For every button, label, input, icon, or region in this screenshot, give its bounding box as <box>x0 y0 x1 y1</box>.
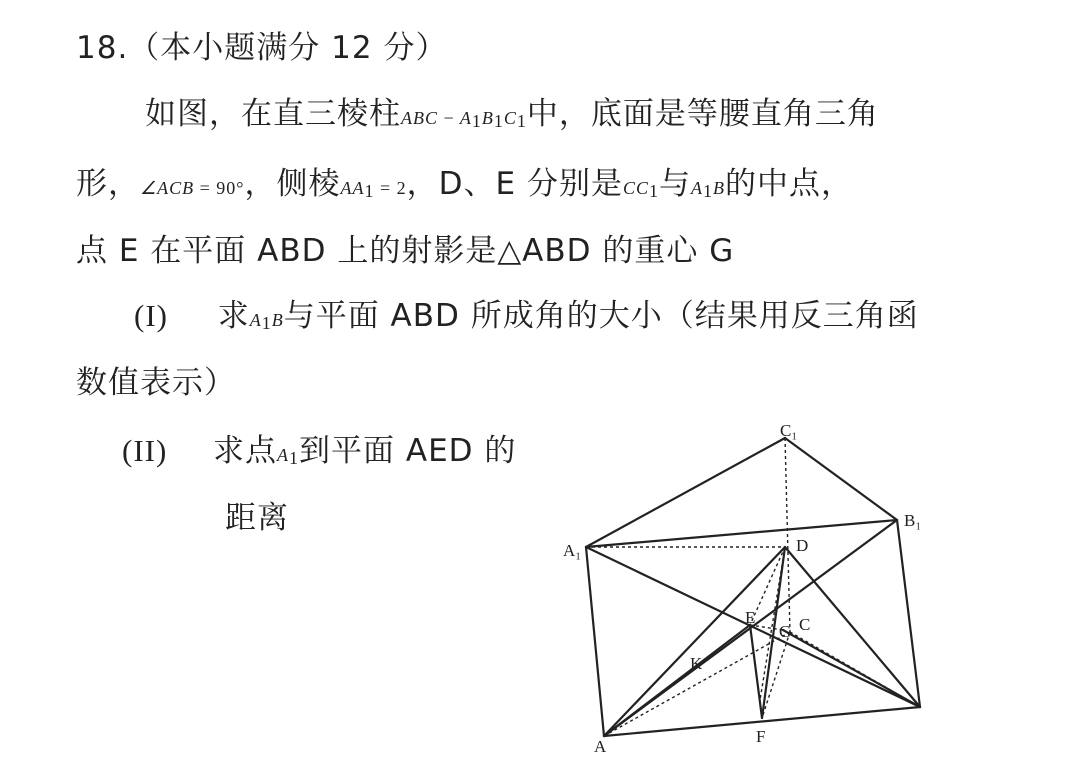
intro-text-7: 的中点， <box>724 166 853 202</box>
intro-text-2: 中，底面是等腰直角三角 <box>526 96 879 132</box>
edge-a1-c1 <box>586 438 785 547</box>
part-2-text-c: 距离 <box>225 500 289 536</box>
prism-edges <box>586 438 920 736</box>
segment-cc1: $CC_1$ <box>622 178 659 201</box>
part-2-label: (II) <box>122 433 168 468</box>
edge-expression: $AA_1 = 2$ <box>340 178 407 201</box>
label-d: D <box>796 536 809 555</box>
part-2-text-a: 求点 <box>213 433 278 469</box>
segment-a1b: $A_1B$ <box>690 178 725 201</box>
intro-text-6: 与 <box>658 166 691 202</box>
intro-text-1: 如图，在直三棱柱 <box>145 96 401 132</box>
edge-c1-b1 <box>785 438 897 520</box>
part-1-text-b: 与平面 ABD 所成角的大小（结果用反三角函 <box>283 298 919 334</box>
problem-number-and-score: 18.（本小题满分 12 分） <box>76 30 448 66</box>
angle-expression: ∠ACB = 90° <box>140 178 245 198</box>
part-2-text-b: 到平面 AED 的 <box>299 433 517 469</box>
point-labels <box>563 421 921 756</box>
edge-a1-b1 <box>586 520 897 547</box>
segment-e-f <box>750 625 762 718</box>
part-2-point: $A_1$ <box>277 445 300 468</box>
part-1-text-c: 数值表示） <box>76 365 236 401</box>
label-k: K <box>690 654 703 673</box>
edge-b1-b <box>897 520 920 707</box>
intro-text-8: 点 E 在平面 ABD 上的射影是△ABD 的重心 G <box>76 233 735 269</box>
prism-name: ABC − $A_1B_1C_1$ <box>401 108 527 131</box>
label-a1: A₁ <box>563 541 582 560</box>
part-1-segment: $A_1B$ <box>249 310 284 333</box>
intro-text-5: ，D、E 分别是 <box>406 166 623 202</box>
edge-a1-a <box>586 547 604 736</box>
label-c: C <box>799 615 811 634</box>
label-g: G <box>779 622 792 641</box>
label-a: A <box>594 737 607 756</box>
label-c1: C₁ <box>780 421 798 440</box>
hidden-edges <box>586 438 920 736</box>
part-1-text-a: 求 <box>217 298 250 334</box>
segment-a-e <box>604 625 750 736</box>
segment-a-d <box>604 547 785 736</box>
intro-text-4: ，侧棱 <box>244 166 341 202</box>
part-1-label: (I) <box>134 298 168 333</box>
intro-text-3: 形， <box>76 166 140 202</box>
label-e: E <box>745 608 756 627</box>
label-f: F <box>756 727 766 746</box>
label-b1: B₁ <box>904 511 922 530</box>
